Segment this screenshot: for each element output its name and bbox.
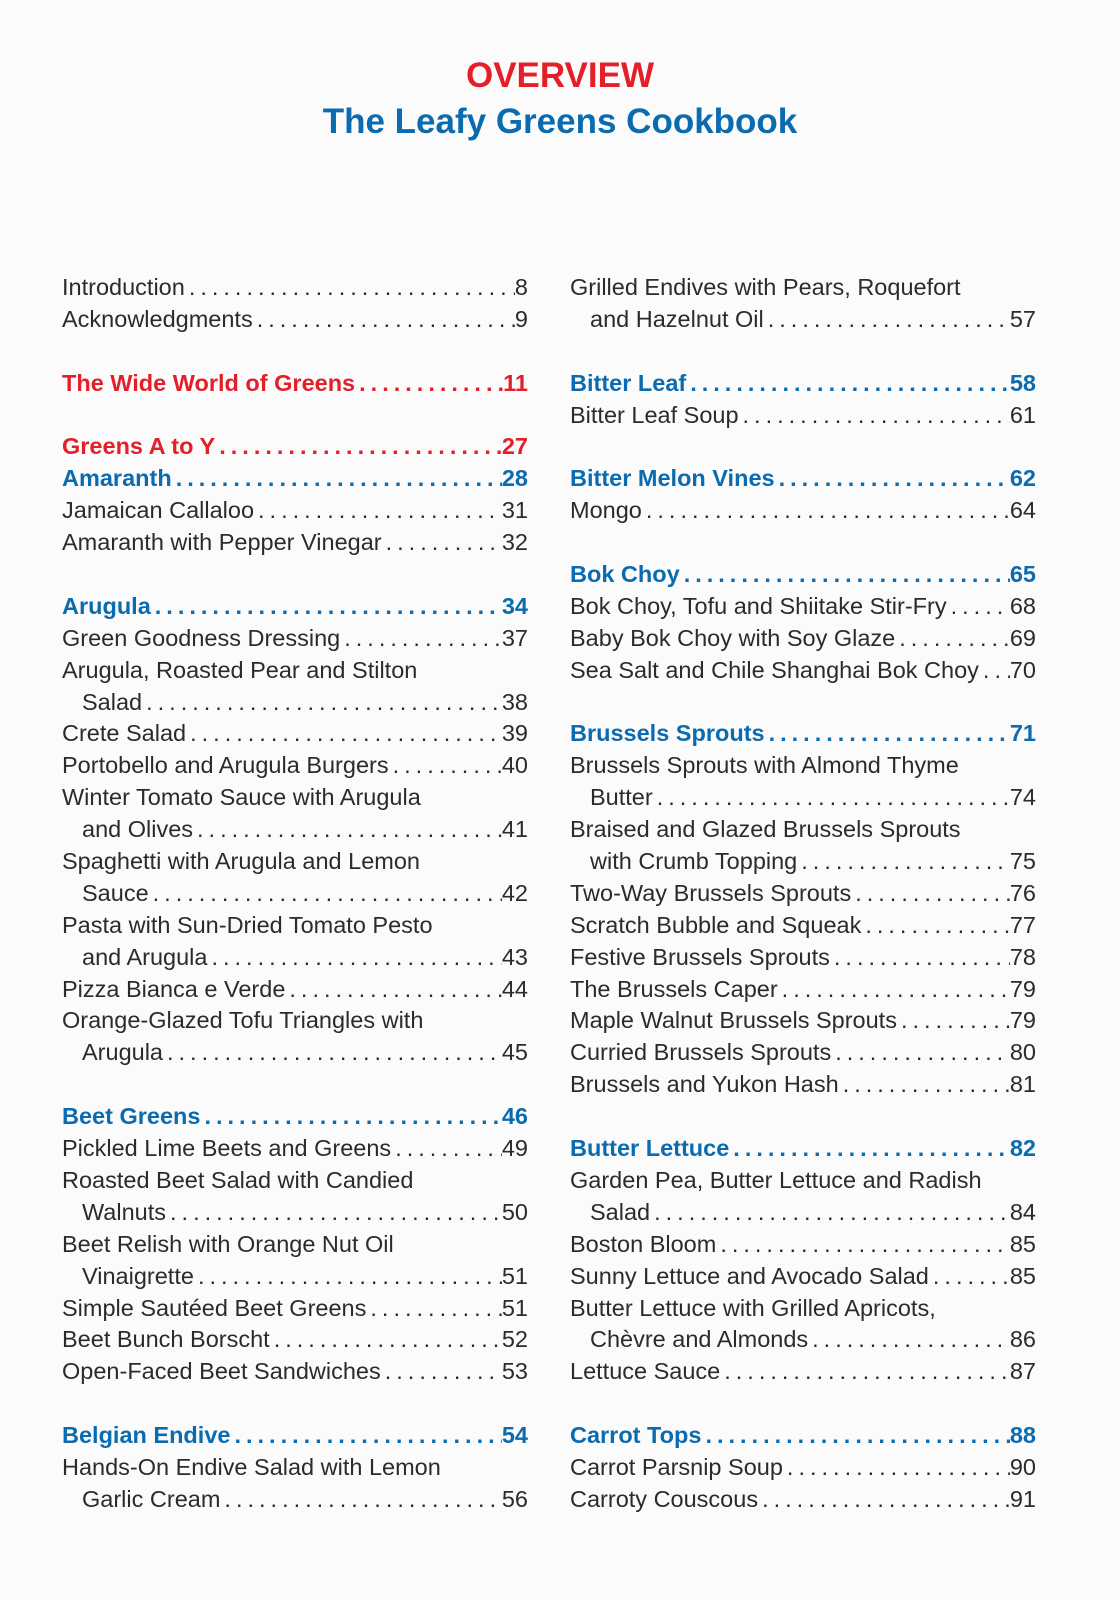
toc-section-heading[interactable]: Bitter Leaf ..... 58 — [570, 368, 1036, 400]
toc-entry-first-line[interactable]: Hands-On Endive Salad with Lemon — [62, 1453, 441, 1480]
toc-section-heading[interactable]: Carrot Tops ..... 88 — [570, 1420, 1036, 1452]
toc-entry[interactable]: Arugula ..... 45 — [62, 1037, 528, 1069]
toc-entry[interactable]: Festive Brussels Sprouts ..... 78 — [570, 942, 1036, 974]
toc-entry[interactable]: Lettuce Sauce ..... 87 — [570, 1356, 1036, 1388]
toc-entry[interactable]: Scratch Bubble and Squeak ..... 77 — [570, 910, 1036, 942]
toc-entry[interactable]: and Hazelnut Oil ..... 57 — [570, 304, 1036, 336]
toc-entry[interactable]: Vinaigrette ..... 51 — [62, 1261, 528, 1293]
toc-entry[interactable]: Simple Sautéed Beet Greens ..... 51 — [62, 1293, 528, 1325]
toc-entry-first-line[interactable]: Beet Relish with Orange Nut Oil — [62, 1230, 394, 1257]
toc-section-heading[interactable]: Bok Choy ..... 65 — [570, 559, 1036, 591]
toc-entry[interactable]: Portobello and Arugula Burgers ..... 40 — [62, 750, 528, 782]
toc-entry[interactable]: with Crumb Topping ..... 75 — [570, 846, 1036, 878]
toc-entry[interactable]: Sunny Lettuce and Avocado Salad ..... 85 — [570, 1261, 1036, 1293]
toc-part-heading[interactable]: The Wide World of Greens ..... 11 — [62, 368, 528, 400]
toc-entry[interactable]: Introduction ..... 8 — [62, 272, 528, 304]
toc-entry[interactable]: Garlic Cream ..... 56 — [62, 1484, 528, 1516]
toc-section-heading[interactable]: Amaranth ..... 28 — [62, 463, 528, 495]
toc-entry-first-line[interactable]: Arugula, Roasted Pear and Stilton — [62, 656, 418, 683]
toc-entry[interactable]: Curried Brussels Sprouts ..... 80 — [570, 1037, 1036, 1069]
toc-entry[interactable]: Walnuts ..... 50 — [62, 1197, 528, 1229]
toc-entry[interactable]: Brussels and Yukon Hash ..... 81 — [570, 1069, 1036, 1101]
toc-entry[interactable]: Salad ..... 38 — [62, 687, 528, 719]
toc-section-heading[interactable]: Bitter Melon Vines ..... 62 — [570, 463, 1036, 495]
toc-entry[interactable]: Green Goodness Dressing ..... 37 — [62, 623, 528, 655]
toc-entry[interactable]: Crete Salad ..... 39 — [62, 718, 528, 750]
toc-entry-first-line[interactable]: Braised and Glazed Brussels Sprouts — [570, 816, 961, 843]
toc-entry[interactable]: Bok Choy, Tofu and Shiitake Stir-Fry ..... 68 — [570, 591, 1036, 623]
book-title: The Leafy Greens Cookbook — [322, 102, 798, 141]
toc-entry[interactable]: Pizza Bianca e Verde ..... 44 — [62, 974, 528, 1006]
toc-entry[interactable]: Boston Bloom ..... 85 — [570, 1229, 1036, 1261]
toc-entry-first-line[interactable]: Roasted Beet Salad with Candied — [62, 1166, 414, 1193]
page-header — [0, 54, 1120, 146]
toc-entry-first-line[interactable]: Butter Lettuce with Grilled Apricots, — [570, 1294, 936, 1321]
toc-part-heading[interactable]: Greens A to Y ..... 27 — [62, 431, 528, 463]
toc-entry[interactable]: and Arugula ..... 43 — [62, 942, 528, 974]
toc-entry-first-line[interactable]: Garden Pea, Butter Lettuce and Radish — [570, 1166, 982, 1193]
toc-entry[interactable]: Jamaican Callaloo ..... 31 — [62, 495, 528, 527]
toc-entry-first-line[interactable]: Pasta with Sun-Dried Tomato Pesto — [62, 911, 433, 938]
toc-entry[interactable]: Acknowledgments ..... 9 — [62, 304, 528, 336]
toc-entry[interactable]: Salad ..... 84 — [570, 1197, 1036, 1229]
toc-entry[interactable]: Mongo ..... 64 — [570, 495, 1036, 527]
toc-entry[interactable]: Baby Bok Choy with Soy Glaze ..... 69 — [570, 623, 1036, 655]
toc-section-heading[interactable]: Beet Greens ..... 46 — [62, 1101, 528, 1133]
toc-entry[interactable]: Pickled Lime Beets and Greens ..... 49 — [62, 1133, 528, 1165]
toc-right-column — [570, 272, 1036, 1516]
overview-heading: OVERVIEW — [465, 56, 654, 95]
toc-entry-first-line[interactable]: Orange-Glazed Tofu Triangles with — [62, 1007, 424, 1034]
toc-entry[interactable]: and Olives ..... 41 — [62, 814, 528, 846]
toc-entry[interactable]: Maple Walnut Brussels Sprouts ..... 79 — [570, 1005, 1036, 1037]
toc-entry[interactable]: Carroty Couscous ..... 91 — [570, 1484, 1036, 1516]
toc-entry-first-line[interactable]: Grilled Endives with Pears, Roquefort — [570, 274, 961, 300]
toc-entry[interactable]: Carrot Parsnip Soup ..... 90 — [570, 1452, 1036, 1484]
toc-entry[interactable]: Bitter Leaf Soup ..... 61 — [570, 400, 1036, 432]
toc-left-column — [62, 272, 528, 1516]
toc-section-heading[interactable]: Belgian Endive ..... 54 — [62, 1420, 528, 1452]
toc-section-heading[interactable]: Brussels Sprouts ..... 71 — [570, 718, 1036, 750]
toc-entry[interactable]: Sea Salt and Chile Shanghai Bok Choy ..... 70 — [570, 655, 1036, 687]
toc-entry-first-line[interactable]: Brussels Sprouts with Almond Thyme — [570, 752, 959, 779]
toc-entry[interactable]: Amaranth with Pepper Vinegar ..... 32 — [62, 527, 528, 559]
toc-entry-first-line[interactable]: Winter Tomato Sauce with Arugula — [62, 784, 421, 811]
toc-entry[interactable]: Chèvre and Almonds ..... 86 — [570, 1324, 1036, 1356]
toc-entry[interactable]: Open-Faced Beet Sandwiches ..... 53 — [62, 1356, 528, 1388]
toc-entry[interactable]: The Brussels Caper ..... 79 — [570, 974, 1036, 1006]
toc-entry[interactable]: Two-Way Brussels Sprouts ..... 76 — [570, 878, 1036, 910]
toc-entry-first-line[interactable]: Spaghetti with Arugula and Lemon — [62, 848, 420, 875]
toc-entry[interactable]: Butter ..... 74 — [570, 782, 1036, 814]
toc-entry[interactable]: Sauce ..... 42 — [62, 878, 528, 910]
toc-section-heading[interactable]: Arugula ..... 34 — [62, 591, 528, 623]
toc-entry[interactable]: Beet Bunch Borscht ..... 52 — [62, 1324, 528, 1356]
toc-section-heading[interactable]: Butter Lettuce ..... 82 — [570, 1133, 1036, 1165]
